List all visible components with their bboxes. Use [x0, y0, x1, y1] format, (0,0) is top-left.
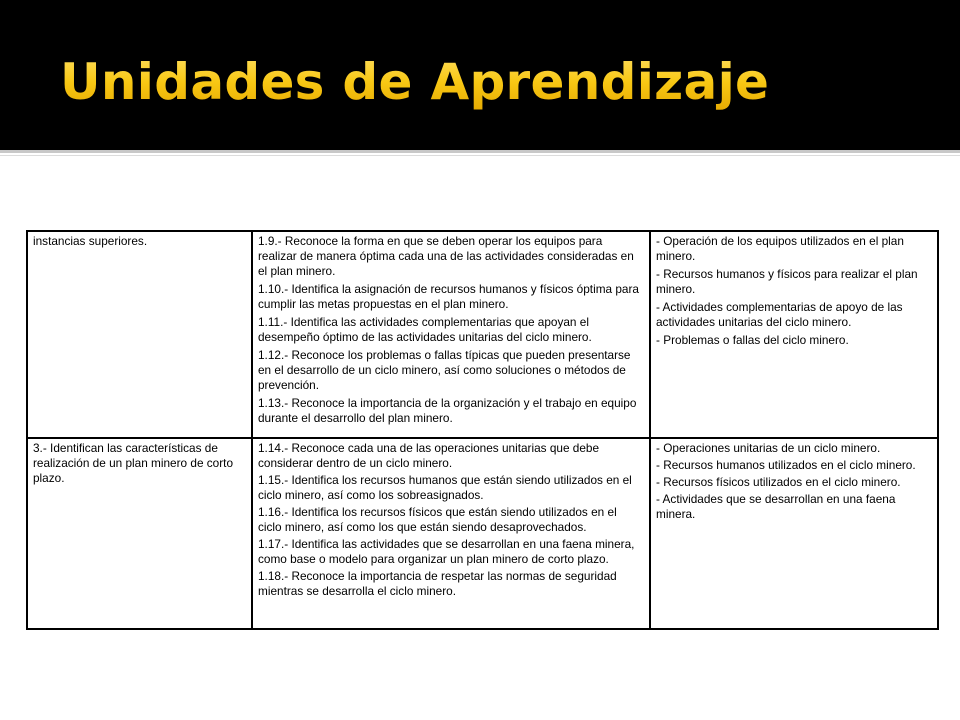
content-item: - Operaciones unitarias de un ciclo minero. [656, 441, 881, 455]
content-item: - Recursos humanos y físicos para realizar el plan minero. [656, 267, 918, 296]
table-cell-criteria [253, 232, 651, 437]
title-bar [0, 0, 960, 150]
criterion-item: 1.10.- Identifica la asignación de recursos humanos y físicos óptima para cumplir las metas propuestas en el plan minero. [258, 282, 639, 311]
cell-text: 3.- Identifican las características de realización de un plan minero de corto plazo. [33, 441, 234, 485]
title-divider-thin [0, 155, 960, 156]
criterion-item: 1.11.- Identifica las actividades complementarias que apoyan el desempeño óptimo de las actividades unitarias del ciclo minero. [258, 315, 592, 344]
content-item: - Recursos humanos utilizados en el ciclo minero. [656, 458, 916, 472]
slide-title: Unidades de Aprendizaje [60, 50, 769, 114]
content-item: - Problemas o fallas del ciclo minero. [656, 333, 849, 347]
table-cell-learning-outcome [28, 439, 253, 628]
criterion-item: 1.18.- Reconoce la importancia de respetar las normas de seguridad mientras se desarrolla el ciclo minero. [258, 569, 617, 598]
content-item: - Recursos físicos utilizados en el ciclo minero. [656, 475, 901, 489]
title-divider [0, 150, 960, 153]
table-row [28, 439, 937, 628]
criterion-item: 1.16.- Identifica los recursos físicos que están siendo utilizados en el ciclo minero, así como los que están siendo desaprovechados. [258, 505, 617, 534]
learning-units-table [26, 230, 939, 630]
table-cell-learning-outcome [28, 232, 253, 437]
criterion-item: 1.12.- Reconoce los problemas o fallas típicas que pueden presentarse en el desarrollo de un ciclo minero, así como soluciones o métodos de prevención. [258, 348, 631, 392]
criterion-item: 1.17.- Identifica las actividades que se desarrollan en una faena minera, como base o modelo para organizar un plan minero de corto plazo. [258, 537, 635, 566]
table-cell-contents [651, 232, 937, 437]
table-cell-contents [651, 439, 937, 628]
table-row [28, 232, 937, 439]
criterion-item: 1.9.- Reconoce la forma en que se deben operar los equipos para realizar de manera óptima cada una de las actividades consideradas en el plan minero. [258, 234, 634, 278]
content-item: - Operación de los equipos utilizados en el plan minero. [656, 234, 904, 263]
criterion-item: 1.13.- Reconoce la importancia de la organización y el trabajo en equipo durante el desarrollo del plan minero. [258, 396, 637, 425]
cell-text: instancias superiores. [33, 234, 148, 248]
content-item: - Actividades que se desarrollan en una faena minera. [656, 492, 896, 521]
table-cell-criteria [253, 439, 651, 628]
criterion-item: 1.15.- Identifica los recursos humanos que están siendo utilizados en el ciclo minero, así como los sobreasignados. [258, 473, 632, 502]
criterion-item: 1.14.- Reconoce cada una de las operaciones unitarias que debe considerar dentro de un ciclo minero. [258, 441, 600, 470]
content-item: - Actividades complementarias de apoyo de las actividades unitarias del ciclo minero. [656, 300, 903, 329]
